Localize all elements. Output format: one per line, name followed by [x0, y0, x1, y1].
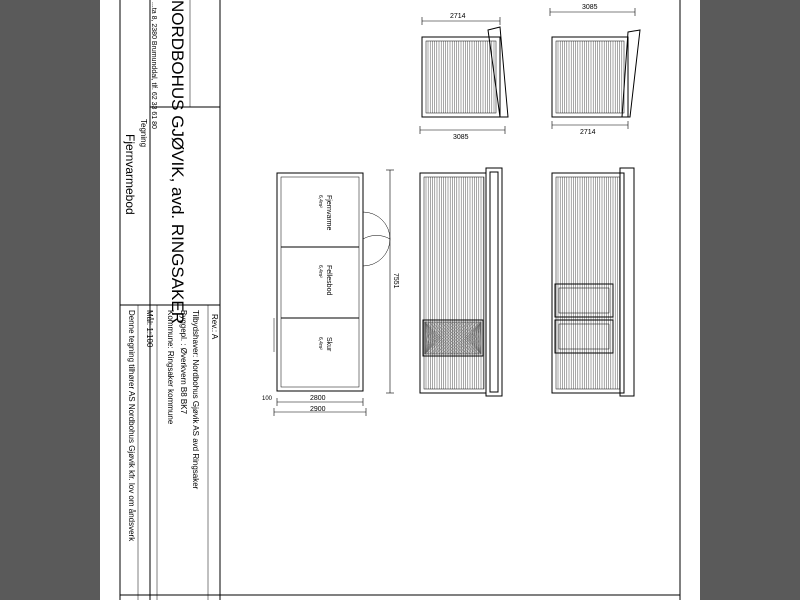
byggeplass-line: Byggepl. : Øverkvern B8 BK7	[179, 310, 188, 415]
room-name-skur: Skur	[325, 337, 332, 352]
dim-right-bottom: 2714	[580, 129, 596, 136]
dim-length: 7551	[392, 273, 399, 289]
dim-left-bottom: 3085	[453, 134, 469, 141]
dim-right-top: 3085	[582, 4, 598, 11]
floor-plan	[262, 170, 399, 416]
company-name: NORDBOHUS GJØVIK, avd. RINGSAKER	[168, 0, 187, 325]
scale-label: Mål: 1:100	[145, 310, 154, 348]
elevation-gable-left	[420, 13, 508, 141]
room-area-fjernvarme: 6,4m²	[317, 195, 323, 208]
room-area-skur: 6,4m²	[317, 337, 323, 350]
kommune-line: Kommune: Ringsaker kommune	[166, 310, 175, 425]
room-name-fjernvarme: Fjernvarme	[325, 195, 332, 231]
door-swing-fjernvarme	[363, 212, 390, 266]
rev-label: Rev.: A	[210, 314, 219, 340]
elevation-gable-right	[550, 4, 640, 136]
elevation-long-right	[552, 168, 634, 396]
drawing-canvas	[100, 0, 700, 600]
dim-left-top: 2714	[450, 13, 466, 20]
room-area-fellesbod: 6,4m²	[317, 265, 323, 278]
dim-wall: 100	[262, 396, 273, 402]
drawing-name: Fjernvarmebod	[123, 134, 137, 215]
tilbyder-line: Tilbydshaver: Nordbohus Gjøvik AS avd Ringsaker	[191, 310, 200, 490]
room-name-fellesbod: Fellesbod	[325, 265, 332, 296]
drawing-label: Tegning	[139, 119, 148, 148]
drawing-sheet	[100, 0, 700, 600]
dim-inner-width: 2800	[310, 395, 326, 402]
door-swing-fellesbod	[363, 235, 390, 239]
elevation-long-left	[420, 168, 502, 396]
title-block	[120, 0, 220, 600]
dim-outer-width: 2900	[310, 406, 326, 413]
copyright-line: Denne tegning tilhører AS Nordbohus Gjøvik kfr. lov om åndsverk	[127, 310, 136, 542]
company-address: ...ta 8, 2380 Brumunddal, tlf. 62 33 61 80	[150, 2, 157, 129]
